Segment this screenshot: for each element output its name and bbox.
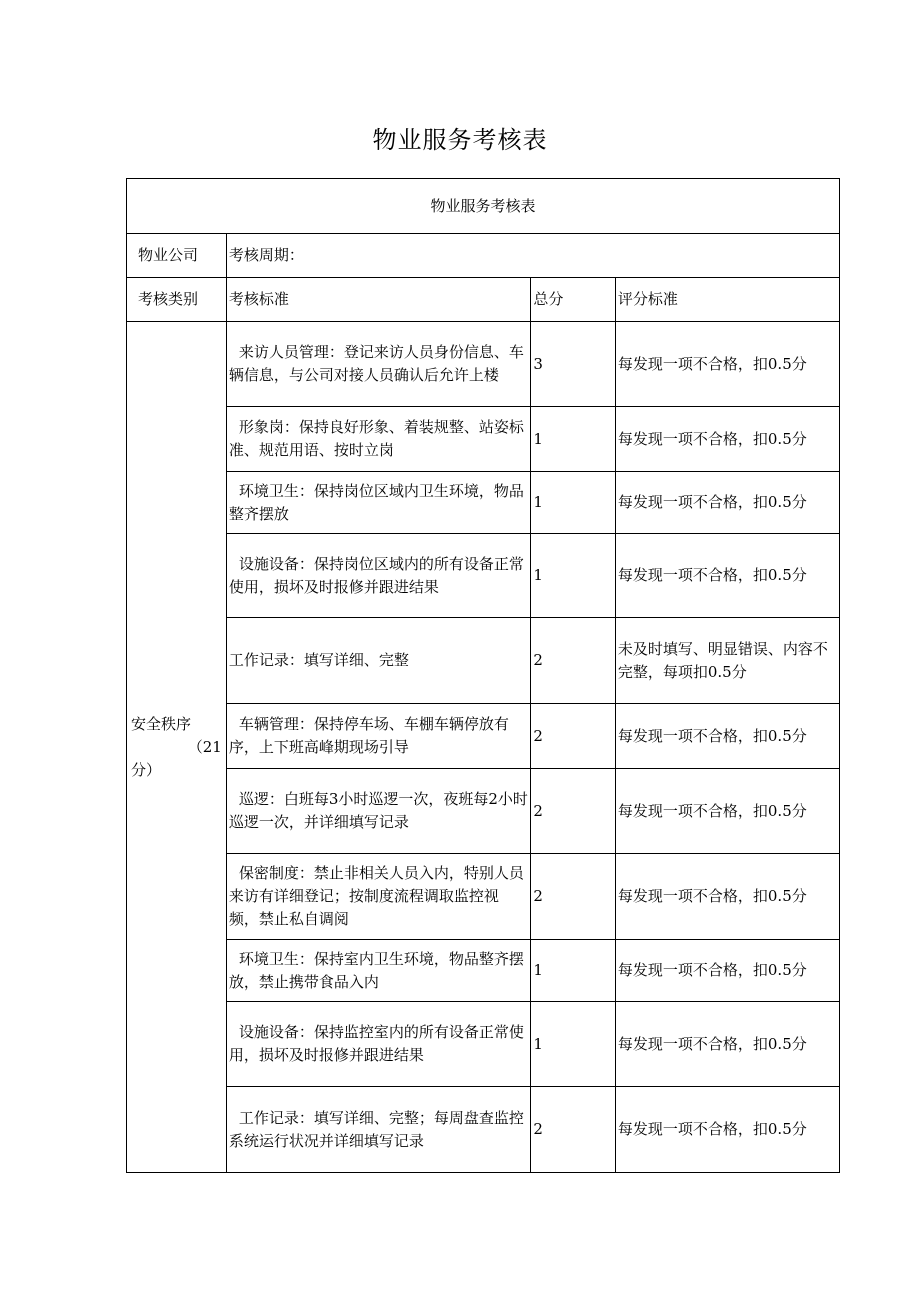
criteria-cell: 设施设备：保持岗位区域内的所有设备正常使用，损坏及时报修并跟进结果	[226, 534, 531, 618]
score-cell: 1	[531, 940, 616, 1002]
score-cell: 1	[531, 472, 616, 534]
category-points-unit: 分）	[131, 760, 162, 779]
table-row	[127, 940, 840, 1002]
table-row	[127, 322, 840, 407]
table-row	[127, 769, 840, 854]
table-row	[127, 704, 840, 769]
header-score: 总分	[531, 278, 616, 322]
table-row	[127, 472, 840, 534]
header-criteria: 考核标准	[226, 278, 531, 322]
rule-cell: 每发现一项不合格，扣0.5分	[615, 322, 839, 407]
period-label: 考核周期：	[226, 234, 839, 278]
table-row	[127, 534, 840, 618]
criteria-cell: 工作记录：填写详细、完整	[226, 618, 531, 704]
criteria-cell: 工作记录：填写详细、完整；每周盘查监控系统运行状况并详细填写记录	[226, 1087, 531, 1173]
score-cell: 3	[531, 322, 616, 407]
score-cell: 2	[531, 769, 616, 854]
table-row	[127, 1087, 840, 1173]
table-title: 物业服务考核表	[127, 179, 840, 234]
criteria-cell: 车辆管理：保持停车场、车棚车辆停放有序，上下班高峰期现场引导	[226, 704, 531, 769]
company-label: 物业公司	[127, 234, 227, 278]
table-title-row	[127, 179, 840, 234]
header-rule: 评分标准	[615, 278, 839, 322]
rule-cell: 每发现一项不合格，扣0.5分	[615, 704, 839, 769]
table-row	[127, 407, 840, 472]
header-row	[127, 278, 840, 322]
table-row	[127, 854, 840, 940]
meta-row	[127, 234, 840, 278]
score-cell: 2	[531, 1087, 616, 1173]
table-row	[127, 1002, 840, 1087]
rule-cell: 每发现一项不合格，扣0.5分	[615, 1002, 839, 1087]
rule-cell: 未及时填写、明显错误、内容不完整，每项扣0.5分	[615, 618, 839, 704]
score-cell: 1	[531, 407, 616, 472]
header-category: 考核类别	[127, 278, 227, 322]
criteria-cell: 设施设备：保持监控室内的所有设备正常使用，损坏及时报修并跟进结果	[226, 1002, 531, 1087]
score-cell: 2	[531, 854, 616, 940]
score-cell: 1	[531, 534, 616, 618]
category-points: （21	[187, 737, 222, 756]
document-title: 物业服务考核表	[372, 126, 548, 154]
score-cell: 1	[531, 1002, 616, 1087]
criteria-cell: 巡逻：白班每3小时巡逻一次，夜班每2小时巡逻一次，并详细填写记录	[226, 769, 531, 854]
category-name: 安全秩序	[131, 714, 192, 733]
rule-cell: 每发现一项不合格，扣0.5分	[615, 940, 839, 1002]
score-cell: 2	[531, 704, 616, 769]
rule-cell: 每发现一项不合格，扣0.5分	[615, 1087, 839, 1173]
criteria-cell: 环境卫生：保持岗位区域内卫生环境，物品整齐摆放	[226, 472, 531, 534]
criteria-cell: 形象岗：保持良好形象、着装规整、站姿标准、规范用语、按时立岗	[226, 407, 531, 472]
rule-cell: 每发现一项不合格，扣0.5分	[615, 472, 839, 534]
rule-cell: 每发现一项不合格，扣0.5分	[615, 854, 839, 940]
rule-cell: 每发现一项不合格，扣0.5分	[615, 769, 839, 854]
category-cell	[127, 322, 227, 1173]
score-cell: 2	[531, 618, 616, 704]
rule-cell: 每发现一项不合格，扣0.5分	[615, 407, 839, 472]
rule-cell: 每发现一项不合格，扣0.5分	[615, 534, 839, 618]
table-row	[127, 618, 840, 704]
criteria-cell: 保密制度：禁止非相关人员入内，特别人员来访有详细登记；按制度流程调取监控视频，禁止私自调阅	[226, 854, 531, 940]
criteria-cell: 环境卫生：保持室内卫生环境，物品整齐摆放，禁止携带食品入内	[226, 940, 531, 1002]
assessment-table	[126, 178, 840, 1173]
criteria-cell: 来访人员管理：登记来访人员身份信息、车辆信息，与公司对接人员确认后允许上楼	[226, 322, 531, 407]
